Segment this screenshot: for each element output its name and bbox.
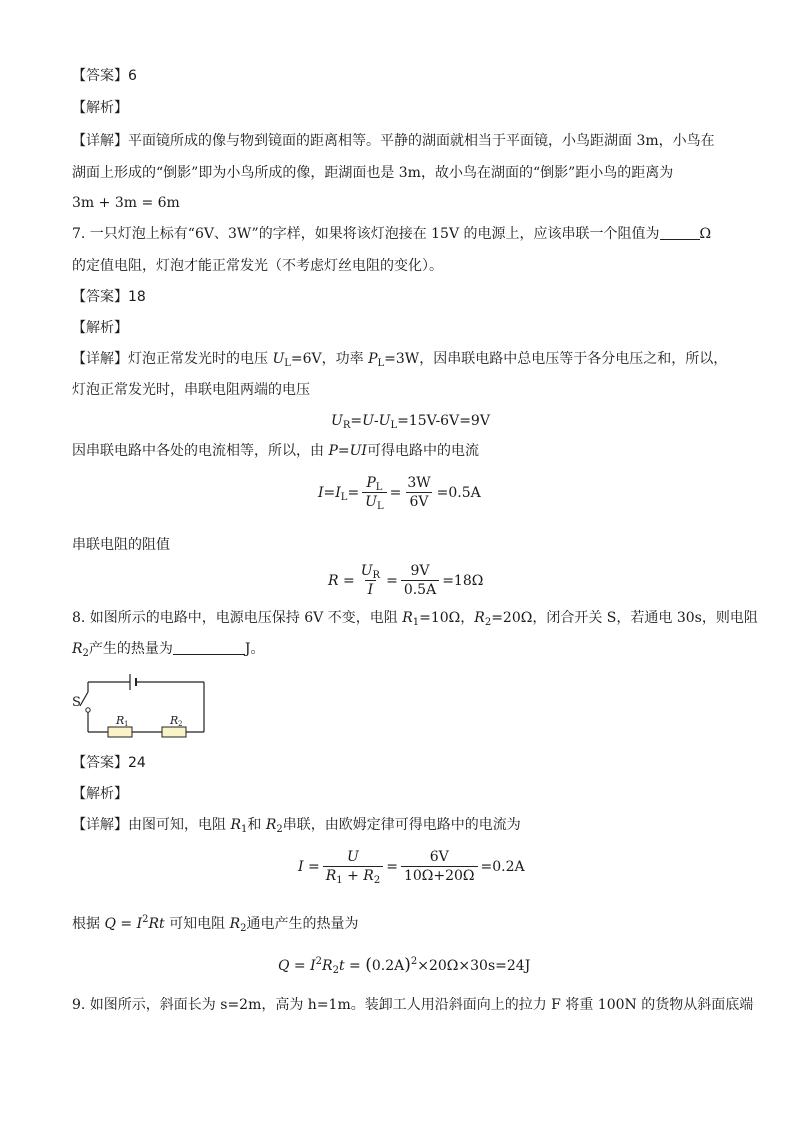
q6-detail-line-1: 【详解】平面镜所成的像与物到镜面的距离相等。平静的湖面就相当于平面镜，小鸟距湖面 3m，小鸟在	[72, 133, 715, 149]
q8-answer-blank	[173, 640, 245, 655]
q6-answer: 【答案】6	[72, 68, 137, 84]
q6-analysis-heading: 【解析】	[72, 100, 128, 116]
q8-stem-line-2: $R_2$产生的热量为 J。	[72, 641, 265, 659]
q7-detail-text: 因串联电路中各处的电流相等，所以，由	[72, 443, 329, 459]
r1-label: R	[116, 714, 125, 727]
q8-eq1-result: =0.2A	[480, 858, 525, 875]
q8-eq2-tail: ×20Ω×30s=24J	[417, 958, 531, 974]
q7-detail-line-4: 串联电阻的阻值	[72, 537, 170, 553]
q8-detail-text: 【详解】由图可知，电阻	[72, 817, 231, 833]
q7-detail-text: 可得电路中的电流	[366, 443, 479, 459]
q7-equation-3: R = $\frac{U_R}{I}$ = $\frac{9V}{0.5A}$ =18Ω	[328, 563, 484, 598]
q7-stem-line-1	[72, 224, 711, 244]
switch-blade	[80, 692, 88, 706]
q8-stem-text: 8. 如图所示的电路中，电源电压保持 6V 不变，电阻	[72, 610, 403, 626]
r2-label: R	[170, 714, 179, 727]
q8-circuit-diagram	[70, 670, 220, 742]
q7-detail-text: =6V，功率	[290, 351, 369, 367]
q8-eq1-fraction-numeric: $\frac{6V}{10\Omega+20\Omega}$	[401, 848, 478, 885]
q7-eq3-fraction-symbolic: $\frac{U_R}{I}$	[360, 563, 381, 598]
q6-detail-line-2: 湖面上形成的“倒影”即为小鸟所成的像，距湖面也是 3m，故小鸟在湖面的“倒影”距小鸟的距离为	[72, 165, 674, 181]
q8-detail-line-2: 根据 $Q = I^2Rt$ 可知电阻 $R_2$通电产生的热量为	[72, 914, 359, 934]
q6-detail-equation: 3m + 3m = 6m	[72, 195, 180, 211]
q7-eq3-fraction-numeric: $\frac{9V}{0.5A}$	[401, 562, 439, 599]
svg-text:2: 2	[178, 720, 183, 728]
q8-stem-text: 产生的热量为	[88, 641, 173, 657]
q8-stem-text: =10Ω，	[419, 610, 475, 626]
q7-answer: 【答案】18	[72, 289, 146, 305]
q8-analysis-heading: 【解析】	[72, 786, 128, 802]
q8-answer: 【答案】24	[72, 755, 146, 771]
q7-analysis-heading: 【解析】	[72, 320, 128, 336]
q7-stem-line-2: 的定值电阻，灯泡才能正常发光（不考虑灯丝电阻的变化）。	[72, 258, 443, 274]
svg-text:1: 1	[124, 720, 129, 728]
q8-detail-text: 串联，由欧姆定律可得电路中的电流为	[282, 817, 521, 833]
resistor-r2	[162, 727, 186, 737]
q9-stem-line-1: 9. 如图所示，斜面长为 s=2m，高为 h=1m。装卸工人用沿斜面向上的拉力 F 将重 100N 的货物从斜面底端	[72, 997, 754, 1013]
q7-detail-line-2: 灯泡正常发光时，串联电阻两端的电压	[72, 382, 310, 398]
q7-eq1-value: =15V-6V=9V	[397, 413, 490, 429]
q7-equation-1: $U_R=U-U_L=15V-6V=9V$	[331, 413, 490, 431]
q8-detail-line-1: 【详解】由图可知，电阻 $R_1$和 $R_2$串联，由欧姆定律可得电路中的电流为	[72, 817, 521, 835]
q8-detail-text: 根据	[72, 916, 105, 932]
q7-stem-text: 7. 一只灯泡上标有“6V、3W”的字样，如果将该灯泡接在 15V 的电源上，应该串联一个阻值为	[72, 226, 660, 242]
q8-blank-unit: J。	[244, 641, 265, 657]
q7-eq3-result: =18Ω	[442, 572, 484, 589]
q7-detail-line-3: 因串联电路中各处的电流相等，所以，由 P=UI可得电路中的电流	[72, 443, 479, 459]
q8-detail-text: 和	[247, 817, 266, 833]
switch-contact	[86, 708, 90, 712]
q8-stem-text: =20Ω，闭合开关 S，若通电 30s，则电阻	[491, 610, 758, 626]
q7-eq2-fraction-numeric: $\frac{3W}{6V}$	[407, 475, 431, 510]
q8-detail-text: 可知电阻	[164, 916, 230, 932]
resistor-r1	[108, 727, 132, 737]
q8-equation-1: I = $\frac{U}{R_1 + R_2}$ = $\frac{6V}{10\Omega+20\Omega}$ =0.2A	[298, 849, 525, 886]
q8-detail-text: 通电产生的热量为	[246, 916, 359, 932]
q7-detail-text: 【详解】灯泡正常发光时的电压	[72, 351, 273, 367]
switch-label: S	[72, 695, 81, 710]
q8-eq1-fraction-symbolic: $\frac{U}{R_1 + R_2}$	[323, 848, 383, 885]
q7-equation-2: $I=I_L=$ $\frac{P_L}{U_L}$ = $\frac{3W}{6V}$ =0.5A	[318, 475, 481, 512]
q7-eq2-fraction-symbolic: $\frac{P_L}{U_L}$	[362, 474, 386, 511]
q8-stem-line-1: 8. 如图所示的电路中，电源电压保持 6V 不变，电阻 $R_1=10\Omega$，$R_2=20\Omega$，闭合开关 S，若通电 30s，则电阻	[72, 610, 758, 628]
q7-answer-blank	[660, 225, 700, 240]
q7-eq2-result: =0.5A	[436, 484, 481, 501]
q7-blank-unit: Ω	[699, 226, 712, 242]
q7-detail-line-1: 【详解】灯泡正常发光时的电压 $U_L=6V$，功率 $P_L=3W$，因串联电路中总电压等于各分电压之和，所以，	[72, 351, 728, 369]
q7-detail-text: =3W，因串联电路中总电压等于各分电压之和，所以，	[384, 351, 728, 367]
q8-equation-2: $Q = I^2R_2t = (0.2A)^2\times 20\Omega\times 30s=24J$	[278, 955, 531, 976]
